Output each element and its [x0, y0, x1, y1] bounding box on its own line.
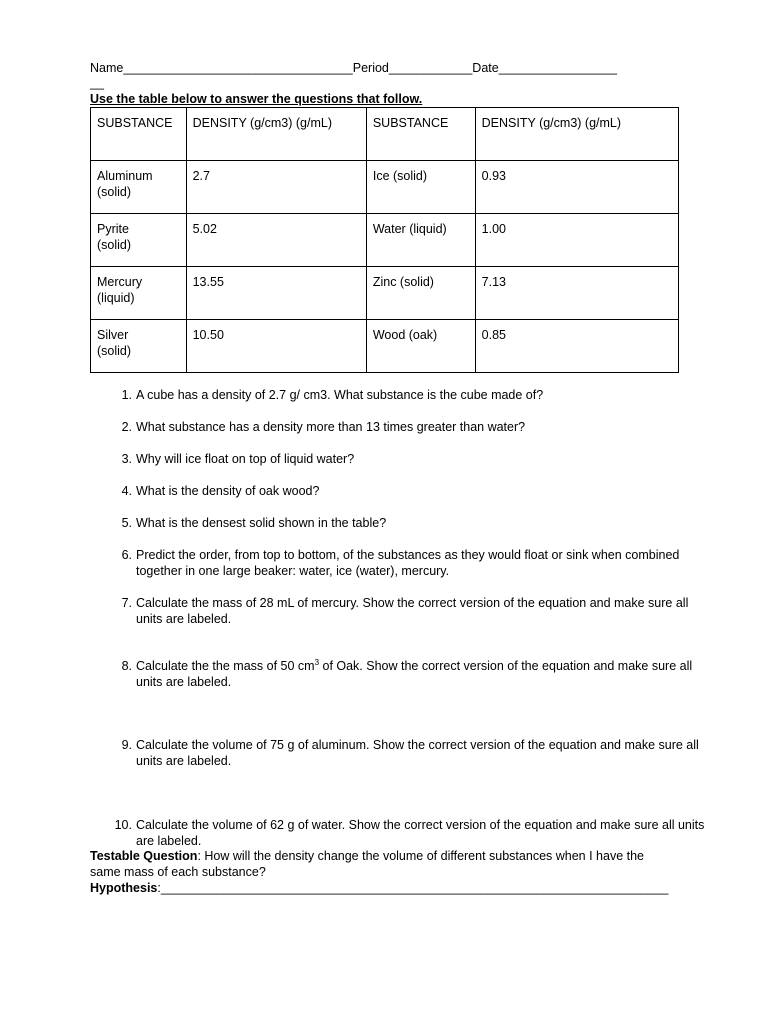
question-number: 6. [121, 548, 132, 562]
density-cell: 1.00 [475, 214, 678, 267]
question-item [121, 451, 716, 467]
substance-cell [91, 214, 187, 267]
question-text: Calculate the mass of 28 mL of mercury. Show the correct version of the equation and make sure all units are labeled. [136, 596, 689, 626]
question-item [121, 515, 716, 531]
question-number: 1. [121, 388, 132, 402]
testable-question-label: Testable Question [90, 849, 198, 863]
question-text: What is the density of oak wood? [136, 484, 320, 498]
question-item [121, 657, 716, 690]
testable-question [90, 848, 650, 880]
question-number: 9. [121, 738, 132, 752]
question-item [121, 547, 716, 579]
column-header-substance: SUBSTANCE [366, 108, 475, 161]
header-line-continuation: __ [90, 76, 104, 90]
hypothesis-label: Hypothesis [90, 881, 158, 895]
density-cell: 2.7 [186, 161, 366, 214]
table-row [91, 267, 679, 320]
substance-cell: Ice (solid) [366, 161, 475, 214]
density-cell: 5.02 [186, 214, 366, 267]
testable-question-text: : How will the density change the volume of different substances when I have the same mass of each substance? [90, 849, 644, 879]
hypothesis-line [90, 880, 668, 896]
question-text: Calculate the volume of 62 g of water. Show the correct version of the equation and make sure all units are labeled. [136, 818, 705, 848]
column-header-substance: SUBSTANCE [91, 108, 187, 161]
table-row [91, 214, 679, 267]
question-text [136, 659, 692, 689]
question-number: 2. [121, 420, 132, 434]
substance-state: (solid) [97, 344, 132, 358]
question-text: A cube has a density of 2.7 g/ cm3. What substance is the cube made of? [136, 388, 544, 402]
density-cell: 10.50 [186, 320, 366, 373]
substance-cell [91, 161, 187, 214]
name-period-date-line: Name_________________________________Period____________Date_________________ [90, 61, 617, 75]
substance-state: (liquid) [97, 291, 135, 305]
question-item [114, 817, 716, 849]
substance-cell: Wood (oak) [366, 320, 475, 373]
question-text-part: Calculate the the mass of 50 cm [136, 659, 315, 673]
question-item [121, 595, 716, 627]
superscript-exponent: 3 [314, 657, 320, 667]
question-text-part: of Oak. Show the correct version of the equation and make sure all units are labeled. [136, 659, 693, 689]
table-instruction: Use the table below to answer the questions that follow. [90, 92, 423, 106]
substance-name: Aluminum [97, 169, 153, 183]
question-number: 3. [121, 452, 132, 466]
density-cell: 0.85 [475, 320, 678, 373]
question-item [121, 387, 716, 403]
substance-name: Silver [97, 328, 129, 342]
substance-cell: Zinc (solid) [366, 267, 475, 320]
substance-state: (solid) [97, 185, 132, 199]
density-cell: 13.55 [186, 267, 366, 320]
substance-cell [91, 267, 187, 320]
substance-cell: Water (liquid) [366, 214, 475, 267]
question-item [121, 483, 716, 499]
table-header-row [91, 108, 679, 161]
question-text: What substance has a density more than 13 times greater than water? [136, 420, 526, 434]
question-item [121, 737, 716, 769]
question-text: What is the densest solid shown in the table? [136, 516, 387, 530]
table-row [91, 161, 679, 214]
substance-name: Mercury [97, 275, 143, 289]
question-number: 8. [121, 659, 132, 673]
substance-state: (solid) [97, 238, 132, 252]
question-number: 7. [121, 596, 132, 610]
question-list [100, 387, 716, 849]
hypothesis-blank: :_________________________________________________________________________ [157, 881, 669, 895]
table-row [91, 320, 679, 373]
density-cell: 0.93 [475, 161, 678, 214]
question-number: 4. [121, 484, 132, 498]
question-number: 5. [121, 516, 132, 530]
substance-cell [91, 320, 187, 373]
column-header-density: DENSITY (g/cm3) (g/mL) [475, 108, 678, 161]
question-number: 10. [114, 818, 132, 832]
question-text: Predict the order, from top to bottom, of the substances as they would float or sink when combined together in one large beaker: water, ice (water), mercury. [136, 548, 680, 578]
question-item [121, 419, 716, 435]
density-table [90, 107, 679, 373]
column-header-density: DENSITY (g/cm3) (g/mL) [186, 108, 366, 161]
question-text: Why will ice float on top of liquid water? [136, 452, 355, 466]
density-cell: 7.13 [475, 267, 678, 320]
question-text: Calculate the volume of 75 g of aluminum. Show the correct version of the equation and make sure all units are labeled. [136, 738, 699, 768]
substance-name: Pyrite [97, 222, 129, 236]
